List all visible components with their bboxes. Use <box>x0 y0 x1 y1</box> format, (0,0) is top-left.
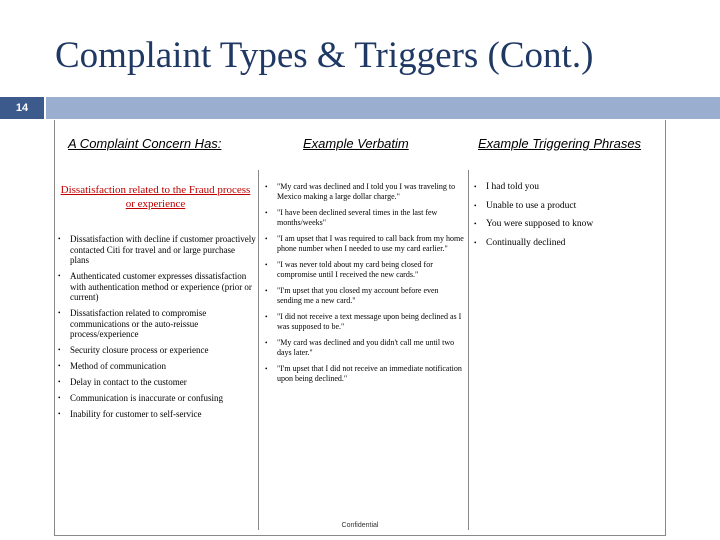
list-item: • "I am upset that I was required to call back from my home phone number when I needed to use my card earlier." <box>265 234 464 253</box>
list-item: • I had told you <box>474 182 540 192</box>
list-item: • Unable to use a product <box>474 200 577 211</box>
list-item: • Security closure process or experience <box>58 345 209 355</box>
list-item: • Continually declined <box>474 237 566 248</box>
list-item: • Method of communication <box>58 361 166 371</box>
bullet-icon: • <box>58 346 61 354</box>
bullet-icon: • <box>58 309 61 317</box>
list-item: • You were supposed to know <box>474 219 594 229</box>
bullet-icon: • <box>58 235 61 243</box>
list-item: • Inability for customer to self-service <box>58 409 202 419</box>
list-item: • "I did not receive a text message upon being declined as I was supposed to be." <box>265 312 462 331</box>
bullet-icon: • <box>265 261 268 269</box>
column-divider-left <box>258 170 259 530</box>
list-item: • "I was never told about my card being closed for compromise until I received the new cards." <box>265 260 433 279</box>
bullet-icon: • <box>58 378 61 386</box>
column-divider-right <box>468 170 469 530</box>
list-item: • Dissatisfaction related to compromise communications or the auto-reissue process/experience <box>58 308 207 339</box>
bullet-icon: • <box>265 183 268 191</box>
phrases-list <box>474 181 656 255</box>
bullet-icon: • <box>265 287 268 295</box>
bullet-icon: • <box>58 410 61 418</box>
bullet-icon: • <box>474 201 477 210</box>
verbatim-list <box>265 182 465 390</box>
verbatim-column-header: Example Verbatim <box>303 136 409 151</box>
bullet-icon: • <box>58 272 61 280</box>
list-item: • Communication is inaccurate or confusing <box>58 393 223 403</box>
bullet-icon: • <box>474 238 477 247</box>
list-item: • Authenticated customer expresses dissatisfaction with authentication method or experience (prior or current) <box>58 271 252 302</box>
footer-confidential: Confidential <box>341 522 379 529</box>
list-item: • "I'm upset that you closed my account before even sending me a new card." <box>265 286 439 305</box>
concern-list <box>58 234 256 425</box>
bullet-icon: • <box>265 235 268 243</box>
slide-header-bar <box>0 97 720 119</box>
list-item: • Dissatisfaction with decline if customer proactively contacted Citi for travel and or large purchase plans <box>58 234 256 265</box>
list-item: • "My card was declined and I told you I was traveling to Mexico making a large dollar charge." <box>265 182 456 201</box>
list-item: • "I have been declined several times in the last few months/weeks" <box>265 208 438 227</box>
concern-column-header: A Complaint Concern Has: <box>68 136 222 151</box>
bullet-icon: • <box>58 362 61 370</box>
header-bar-accent <box>46 97 720 119</box>
bullet-icon: • <box>265 313 268 321</box>
bullet-icon: • <box>474 220 477 228</box>
bullet-icon: • <box>265 339 268 347</box>
bullet-icon: • <box>265 365 268 373</box>
list-item: • "My card was declined and you didn't call me until two days later." <box>265 338 455 357</box>
bullet-icon: • <box>265 209 268 217</box>
concern-subheading: Dissatisfaction related to the Fraud process or experience <box>60 184 251 210</box>
slide-number: 14 <box>0 97 44 119</box>
slide-title: Complaint Types & Triggers (Cont.) <box>55 35 594 76</box>
bullet-icon: • <box>58 394 61 402</box>
phrases-column-header: Example Triggering Phrases <box>478 136 642 151</box>
list-item: • Delay in contact to the customer <box>58 377 187 387</box>
list-item: • "I'm upset that I did not receive an immediate notification upon being declined." <box>265 364 462 383</box>
bullet-icon: • <box>474 183 477 191</box>
